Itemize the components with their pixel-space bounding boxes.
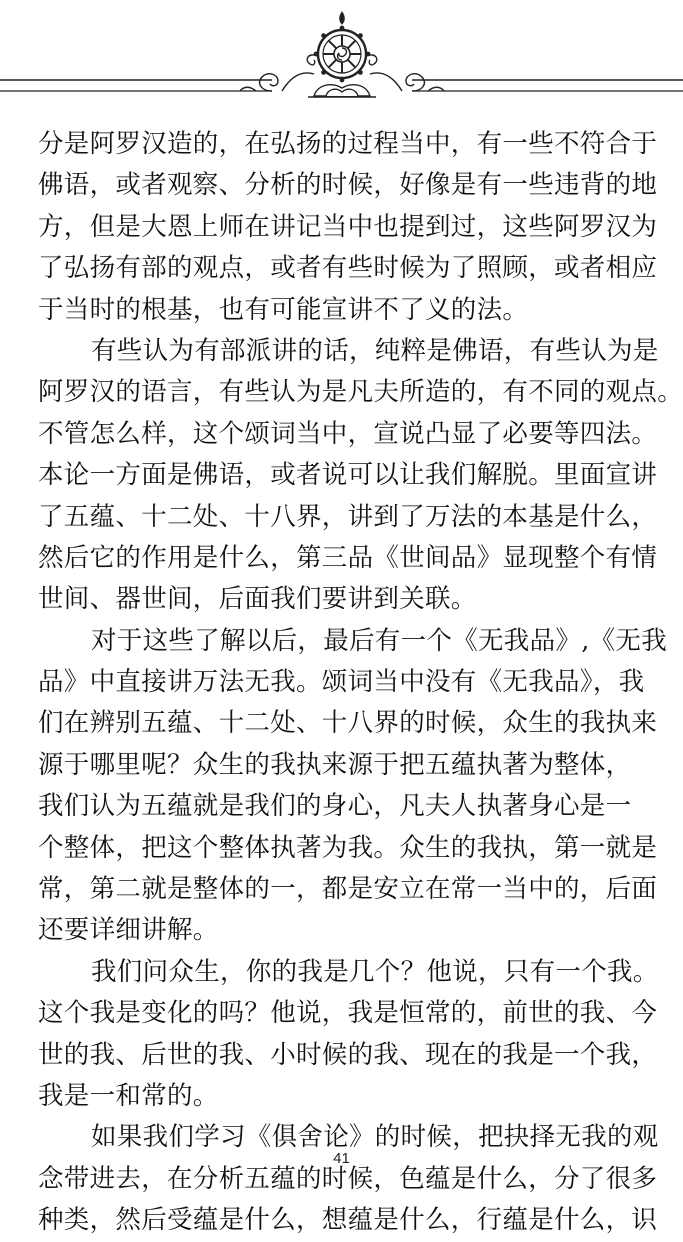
dharma-wheel-icon (307, 12, 377, 82)
text-line: 种类，然后受蕴是什么，想蕴是什么，行蕴是什么，识 (38, 1205, 658, 1236)
lotus-base-icon (308, 85, 376, 97)
text-line: 阿罗汉的语言，有些认为是凡夫所造的，有不同的观点。 (38, 377, 683, 408)
text-line: 了弘扬有部的观点，或者有些时候为了照顾，或者相应 (38, 253, 658, 284)
text-line: 分是阿罗汉造的，在弘扬的过程当中，有一些不符合于 (38, 129, 658, 159)
text-line: 本论一方面是佛语，或者说可以让我们解脱。里面宣讲 (38, 460, 658, 491)
text-line: 方，但是大恩上师在讲记当中也提到过，这些阿罗汉为 (38, 211, 658, 242)
text-line: 源于哪里呢？众生的我执来源于把五蕴执著为整体， (38, 749, 632, 780)
text-line: 我是一和常的。 (38, 1080, 219, 1111)
text-line: 世间、器世间，后面我们要讲到关联。 (38, 584, 477, 615)
cloud-scroll-right-icon (370, 73, 444, 91)
page-number: 41 (333, 1150, 350, 1167)
text-line: 世的我、后世的我、小时候的我、现在的我是一个我， (38, 1039, 658, 1070)
text-line: 品》中直接讲万法无我。颂词当中没有《无我品》，我 (38, 667, 645, 698)
text-line: 这个我是变化的吗？他说，我是恒常的，前世的我、今 (38, 998, 658, 1029)
paragraph-start-line: 如果我们学习《俱舍论》的时候，把抉择无我的观 (91, 1122, 659, 1153)
body-text (38, 124, 683, 1242)
text-line: 于当时的根基，也有可能宣讲不了义的法。 (38, 294, 529, 325)
text-line: 然后它的作用是什么，第三品《世间品》显现整个有情 (38, 542, 658, 573)
text-line: 了五蕴、十二处、十八界，讲到了万法的本基是什么， (38, 501, 658, 532)
paragraph-start-line: 对于这些了解以后，最后有一个《无我品》,《无我 (91, 625, 668, 656)
text-line: 念带进去，在分析五蕴的时候，色蕴是什么，分了很多 (38, 1163, 658, 1194)
cloud-scroll-left-icon (240, 73, 314, 91)
text-line: 佛语，或者观察、分析的时候，好像是有一些违背的地 (38, 170, 658, 201)
text-line: 我们认为五蕴就是我们的身心，凡夫人执著身心是一 (38, 791, 632, 822)
paragraph-start-line: 我们问众生，你的我是几个？他说，只有一个我。 (91, 956, 659, 987)
text-line: 不管怎么样，这个颂词当中，宣说凸显了必要等四法。 (38, 418, 658, 449)
text-line: 常，第二就是整体的一，都是安立在常一当中的，后面 (38, 874, 658, 905)
paragraph-start-line: 有些认为有部派讲的话，纯粹是佛语，有些认为是 (91, 335, 659, 366)
header-ornament (0, 0, 683, 110)
text-line: 还要详细讲解。 (38, 915, 219, 946)
text-line: 们在辨别五蕴、十二处、十八界的时候，众生的我执来 (38, 708, 658, 739)
text-line: 个整体，把这个整体执著为我。众生的我执，第一就是 (38, 832, 658, 863)
